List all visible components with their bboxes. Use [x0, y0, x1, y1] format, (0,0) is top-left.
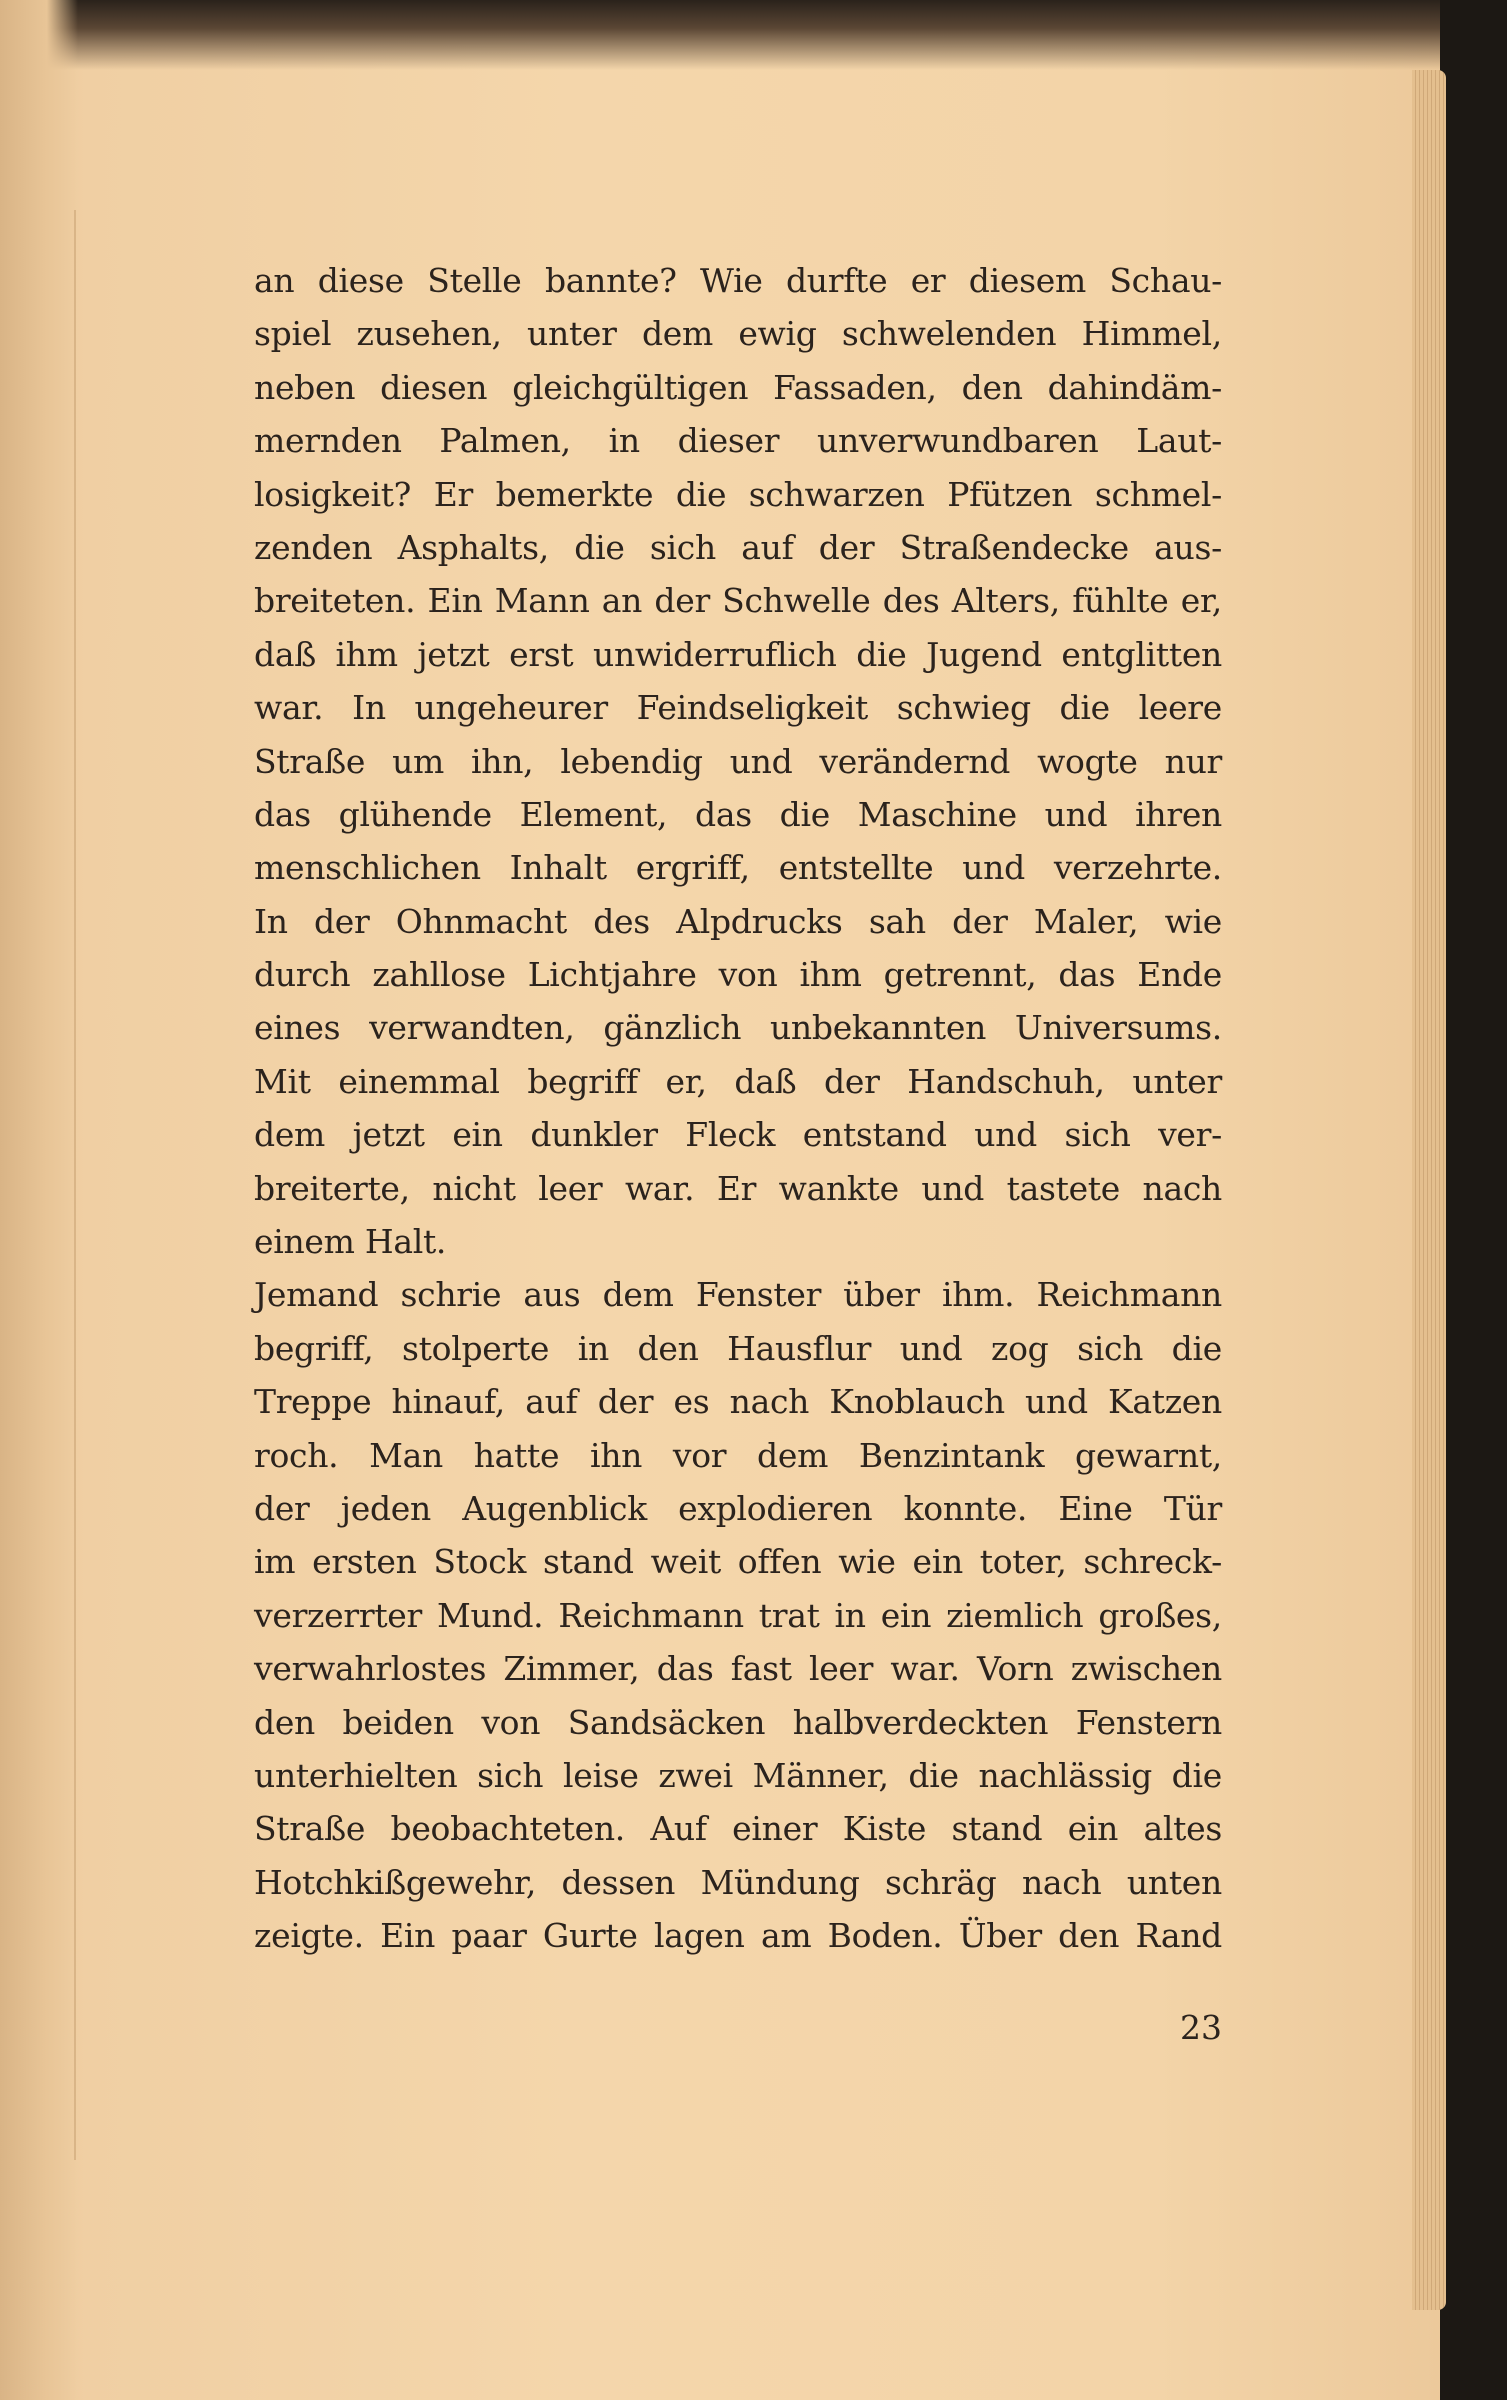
text-line: Mit einemmal begriff er, daß der Handschuh, unter [254, 1061, 1222, 1101]
page-number: 23 [1180, 2008, 1222, 2047]
text-line: verwahrlostes Zimmer, das fast leer war. Vorn zwischen [254, 1649, 1222, 1689]
text-line: Treppe hinauf, auf der es nach Knoblauch und Katzen [254, 1382, 1222, 1422]
text-line: der jeden Augenblick explodieren konnte. Eine Tür [254, 1488, 1222, 1528]
text-line: dem jetzt ein dunkler Fleck entstand und sich ver- [254, 1115, 1222, 1155]
text-line: Straße um ihn, lebendig und verändernd wogte nur [254, 741, 1222, 781]
text-line: den beiden von Sandsäcken halbverdeckten Fenstern [254, 1702, 1222, 1742]
binding-gutter [0, 0, 78, 2400]
text-line: daß ihm jetzt erst unwiderruflich die Jugend entglitten [254, 634, 1222, 674]
text-line: breiteten. Ein Mann an der Schwelle des Alters, fühlte er, [254, 581, 1222, 621]
paragraph-2 [254, 1268, 1222, 1962]
top-edge-shadow [0, 0, 1440, 70]
text-line: begriff, stolperte in den Hausflur und zog sich die [254, 1328, 1222, 1368]
text-line: Straße beobachteten. Auf einer Kiste stand ein altes [254, 1809, 1222, 1849]
body-text [254, 254, 1222, 1963]
page-edges-stack [1412, 70, 1446, 2310]
text-line: losigkeit? Er bemerkte die schwarzen Pfützen schmel- [254, 474, 1222, 514]
text-line: In der Ohnmacht des Alpdrucks sah der Maler, wie [254, 901, 1222, 941]
text-line: roch. Man hatte ihn vor dem Benzintank gewarnt, [254, 1435, 1222, 1475]
text-line: eines verwandten, gänzlich unbekannten Universums. [254, 1008, 1222, 1048]
text-line: im ersten Stock stand weit offen wie ein toter, schreck- [254, 1542, 1222, 1582]
text-line: spiel zusehen, unter dem ewig schwelenden Himmel, [254, 314, 1222, 354]
text-line: menschlichen Inhalt ergriff, entstellte und verzehrte. [254, 848, 1222, 888]
text-line: war. In ungeheurer Feindseligkeit schwieg die leere [254, 688, 1222, 728]
paragraph-1 [254, 254, 1222, 1268]
text-line: Hotchkißgewehr, dessen Mündung schräg nach unten [254, 1862, 1222, 1902]
text-line: zeigte. Ein paar Gurte lagen am Boden. Über den Rand [254, 1916, 1222, 1956]
text-line: neben diesen gleichgültigen Fassaden, den dahindäm- [254, 367, 1222, 407]
text-line: verzerrter Mund. Reichmann trat in ein ziemlich großes, [254, 1595, 1222, 1635]
text-line: durch zahllose Lichtjahre von ihm getrennt, das Ende [254, 955, 1222, 995]
text-line: breiterte, nicht leer war. Er wankte und tastete nach [254, 1168, 1222, 1208]
text-line: einem Halt. [254, 1222, 447, 1262]
text-line: zenden Asphalts, die sich auf der Straßendecke aus- [254, 527, 1222, 567]
text-line: Jemand schrie aus dem Fenster über ihm. Reichmann [254, 1275, 1222, 1315]
text-line: an diese Stelle bannte? Wie durfte er diesem Schau- [254, 261, 1222, 300]
text-line: unterhielten sich leise zwei Männer, die nachlässig die [254, 1755, 1222, 1795]
text-line: mernden Palmen, in dieser unverwundbaren Laut- [254, 421, 1222, 461]
text-line: das glühende Element, das die Maschine und ihren [254, 794, 1222, 834]
gutter-fold-line [74, 210, 76, 2160]
